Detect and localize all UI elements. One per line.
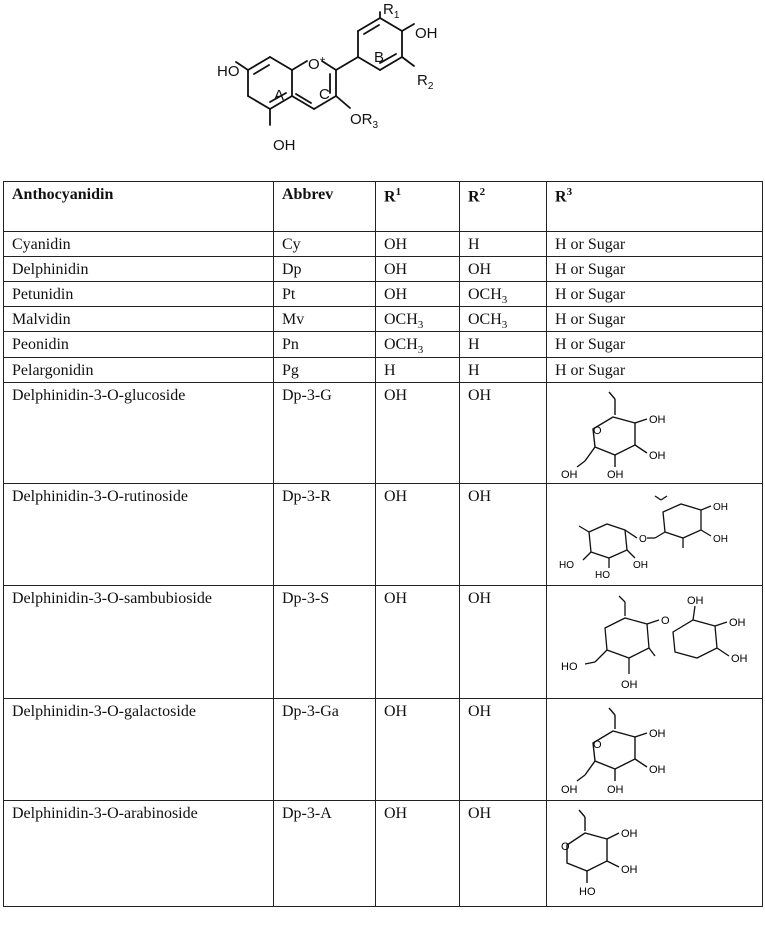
table-row bbox=[4, 282, 763, 307]
ring-a-hydroxyl-5-label: OH bbox=[273, 137, 296, 154]
sambubioside-oh-label: OH bbox=[731, 652, 748, 665]
cell-name: Delphinidin-3-O-arabinoside bbox=[4, 800, 274, 906]
cell-r2: H bbox=[460, 332, 547, 357]
sambubioside-oh-label: OH bbox=[687, 594, 704, 607]
cell-r3-structure bbox=[547, 698, 763, 800]
oxonium-label: O+ bbox=[308, 55, 326, 73]
sambubioside-oh-label: HO bbox=[561, 660, 578, 673]
ring-oxygen-label: O bbox=[593, 738, 602, 751]
cell-r2: OH bbox=[460, 800, 547, 906]
anthocyanin-table bbox=[3, 181, 763, 907]
cell-name: Delphinidin-3-O-glucoside bbox=[4, 382, 274, 483]
cell-abbrev: Pt bbox=[274, 282, 376, 307]
cell-r2: OH bbox=[460, 698, 547, 800]
r1-label: $R_1$ bbox=[383, 1, 400, 21]
glucoside-oh-label: OH bbox=[649, 413, 666, 426]
cell-r2: OH bbox=[460, 382, 547, 483]
ring-c-label: C bbox=[319, 86, 330, 103]
table-row bbox=[4, 585, 763, 698]
anthocyanidin-structure bbox=[0, 0, 765, 170]
glycosidic-oxygen-label: O bbox=[661, 614, 670, 627]
cell-r3-structure bbox=[547, 585, 763, 698]
rutinoside-structure bbox=[555, 490, 755, 582]
cell-r1: OH bbox=[376, 483, 460, 585]
table-row bbox=[4, 307, 763, 332]
glucoside-oh-label: OH bbox=[649, 449, 666, 462]
rutinoside-oh-label: OH bbox=[713, 501, 728, 513]
cell-r2: $OCH_3$ bbox=[460, 307, 547, 332]
ring-a-label: A bbox=[274, 87, 285, 104]
header-r1: $R^1$ bbox=[376, 182, 460, 232]
cell-name: Delphinidin-3-O-galactoside bbox=[4, 698, 274, 800]
sambubioside-oh-label: OH bbox=[729, 616, 746, 629]
cell-r1: OH bbox=[376, 382, 460, 483]
rutinoside-oh-label: OH bbox=[633, 559, 648, 571]
galactoside-structure bbox=[555, 705, 685, 797]
cell-name: Peonidin bbox=[4, 332, 274, 357]
header-r2: $R^2$ bbox=[460, 182, 547, 232]
cell-abbrev: Dp-3-Ga bbox=[274, 698, 376, 800]
cell-name: Cyanidin bbox=[4, 232, 274, 257]
or3-label: $OR_3$ bbox=[350, 111, 379, 131]
cell-r2: OH bbox=[460, 585, 547, 698]
cell-r1: H bbox=[376, 357, 460, 382]
cell-r2: $OCH_3$ bbox=[460, 282, 547, 307]
ring-b-label: B bbox=[374, 49, 385, 66]
cell-r1: OH bbox=[376, 232, 460, 257]
cell-r3: H or Sugar bbox=[547, 282, 763, 307]
arabinoside-structure bbox=[555, 807, 685, 899]
cell-r1: OH bbox=[376, 698, 460, 800]
cell-r3: H or Sugar bbox=[547, 232, 763, 257]
glucoside-structure bbox=[555, 389, 685, 481]
cell-name: Pelargonidin bbox=[4, 357, 274, 382]
rutinoside-oh-label: HO bbox=[595, 569, 610, 581]
cell-name: Petunidin bbox=[4, 282, 274, 307]
arabinoside-oh-label: OH bbox=[621, 863, 638, 876]
arabinoside-oh-label: OH bbox=[621, 827, 638, 840]
table-row bbox=[4, 800, 763, 906]
cell-abbrev: Dp-3-G bbox=[274, 382, 376, 483]
cell-r3: H or Sugar bbox=[547, 332, 763, 357]
cell-abbrev: Cy bbox=[274, 232, 376, 257]
sambubioside-structure bbox=[555, 592, 755, 696]
cell-r1: OH bbox=[376, 800, 460, 906]
cell-r2: H bbox=[460, 357, 547, 382]
cell-name: Delphinidin-3-O-rutinoside bbox=[4, 483, 274, 585]
galactoside-oh-label: OH bbox=[649, 763, 666, 776]
table-header-row bbox=[4, 182, 763, 232]
ring-a-hydroxyl-7-label: HO bbox=[217, 63, 240, 80]
cell-r3-structure bbox=[547, 800, 763, 906]
cell-r1: OH bbox=[376, 257, 460, 282]
cell-r2: H bbox=[460, 232, 547, 257]
galactoside-oh-label: OH bbox=[649, 727, 666, 740]
cell-abbrev: Dp-3-A bbox=[274, 800, 376, 906]
ring-b-hydroxyl-label: OH bbox=[415, 25, 438, 42]
cell-r1: $OCH_3$ bbox=[376, 307, 460, 332]
header-abbrev: Abbrev bbox=[274, 182, 376, 232]
table-row bbox=[4, 257, 763, 282]
cell-abbrev: Mv bbox=[274, 307, 376, 332]
cell-r3: H or Sugar bbox=[547, 257, 763, 282]
sambubioside-oh-label: OH bbox=[621, 678, 638, 691]
galactoside-oh-label: OH bbox=[607, 783, 624, 796]
cell-name: Delphinidin bbox=[4, 257, 274, 282]
rutinoside-oh-label: HO bbox=[559, 559, 574, 571]
table-row bbox=[4, 357, 763, 382]
rutinoside-oh-label: OH bbox=[713, 533, 728, 545]
table-row bbox=[4, 332, 763, 357]
anthocyanidin-skeleton bbox=[0, 0, 765, 170]
cell-abbrev: Pn bbox=[274, 332, 376, 357]
glycosidic-oxygen-label: O bbox=[639, 533, 647, 545]
glucoside-oh-label: OH bbox=[561, 468, 578, 481]
cell-r3: H or Sugar bbox=[547, 307, 763, 332]
cell-r3: H or Sugar bbox=[547, 357, 763, 382]
cell-r3-structure bbox=[547, 382, 763, 483]
cell-r1: OH bbox=[376, 585, 460, 698]
cell-abbrev: Pg bbox=[274, 357, 376, 382]
cell-r3-structure bbox=[547, 483, 763, 585]
cell-abbrev: Dp-3-S bbox=[274, 585, 376, 698]
cell-name: Malvidin bbox=[4, 307, 274, 332]
galactoside-oh-label: OH bbox=[561, 783, 578, 796]
arabinoside-oh-label: HO bbox=[579, 885, 596, 898]
ring-oxygen-label: O bbox=[561, 840, 570, 853]
header-r3: $R^3$ bbox=[547, 182, 763, 232]
cell-r1: $OCH_3$ bbox=[376, 332, 460, 357]
cell-name: Delphinidin-3-O-sambubioside bbox=[4, 585, 274, 698]
cell-r2: OH bbox=[460, 483, 547, 585]
table-row bbox=[4, 382, 763, 483]
glucoside-oh-label: OH bbox=[607, 468, 624, 481]
r2-label: $R_2$ bbox=[417, 72, 434, 92]
ring-oxygen-label: O bbox=[593, 424, 602, 437]
table-row bbox=[4, 483, 763, 585]
cell-r1: OH bbox=[376, 282, 460, 307]
table-row bbox=[4, 698, 763, 800]
header-anthocyanidin: Anthocyanidin bbox=[4, 182, 274, 232]
cell-abbrev: Dp-3-R bbox=[274, 483, 376, 585]
cell-abbrev: Dp bbox=[274, 257, 376, 282]
cell-r2: OH bbox=[460, 257, 547, 282]
table-row bbox=[4, 232, 763, 257]
